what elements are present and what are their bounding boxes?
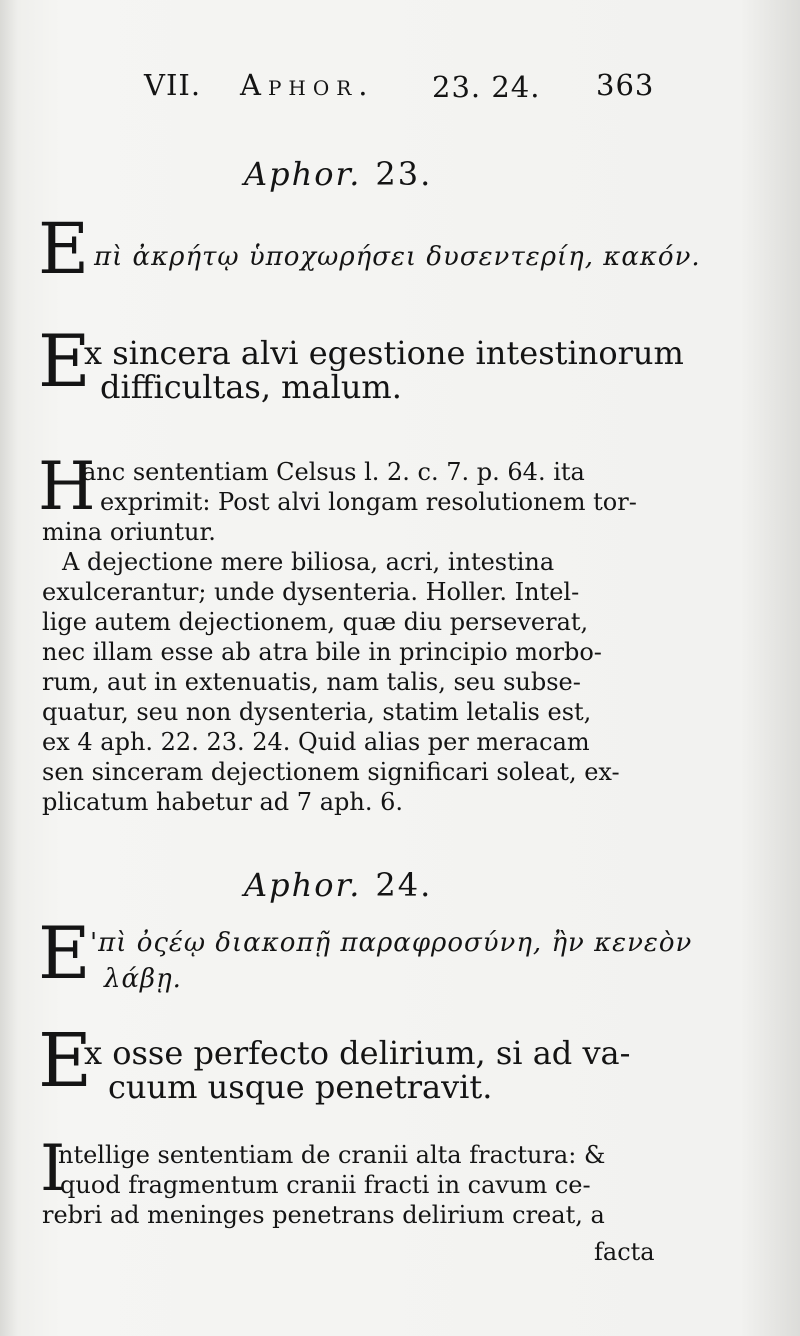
- commentary-24-body: [42, 1200, 658, 1230]
- greek-aphorism-line: 'πὶ ὀςέῳ διακοπῇ παραφροσύνη, ἢν κενεὸν: [90, 928, 693, 958]
- header-aphorism-numbers: 23. 24.: [432, 70, 541, 104]
- catchword: facta: [594, 1238, 655, 1266]
- greek-aphorism-text: πὶ ἀκρήτῳ ὑποχωρήσει δυσεντερίη, κακόν.: [94, 242, 701, 272]
- latin-drop-cap: E: [38, 319, 91, 403]
- latin-aphorism-line: difficultas, malum.: [100, 368, 402, 406]
- running-header: [0, 62, 800, 112]
- aphorism-title-label: Aphor.: [244, 155, 362, 193]
- commentary-drop-cap: I: [40, 1132, 66, 1206]
- commentary-line: A dejectione mere biliosa, acri, intestina: [62, 548, 555, 576]
- latin-drop-cap: E: [38, 1018, 93, 1104]
- commentary-line: quatur, seu non dysenteria, statim letalis est,: [42, 698, 592, 726]
- page-number: 363: [596, 68, 655, 102]
- commentary-drop-cap: H: [38, 448, 96, 525]
- commentary-line: mina oriuntur.: [42, 518, 216, 546]
- commentary-line: sen sinceram dejectionem significari soleat, ex-: [42, 758, 620, 786]
- commentary-line: exprimit: Post alvi longam resolutionem tor-: [100, 488, 637, 516]
- latin-aphorism-line: x sincera alvi egestione intestinorum: [84, 334, 684, 372]
- aphorism-number: 24.: [375, 866, 433, 904]
- greek-drop-cap: E: [38, 911, 91, 995]
- commentary-line: anc sententiam Celsus l. 2. c. 7. p. 64. ita: [82, 458, 585, 486]
- commentary-line: quod fragmentum cranii fracti in cavum ce-: [60, 1171, 591, 1199]
- aphorism-23-title: [244, 155, 432, 193]
- latin-aphorism-line: x osse perfecto delirium, si ad va-: [84, 1034, 631, 1072]
- commentary-24-opening: [58, 1140, 658, 1200]
- aphorism-number: 23.: [375, 155, 433, 193]
- header-chapter: VII.: [144, 68, 202, 102]
- greek-drop-cap: E: [38, 208, 90, 290]
- commentary-line: lige autem dejectionem, quæ diu perseverat,: [42, 608, 589, 636]
- commentary-line: rebri ad meninges penetrans delirium creat, a: [42, 1201, 605, 1229]
- commentary-line: nec illam esse ab atra bile in principio morbo-: [42, 638, 602, 666]
- commentary-line: plicatum habetur ad 7 aph. 6.: [42, 788, 403, 816]
- commentary-line: ex 4 aph. 22. 23. 24. Quid alias per meracam: [42, 728, 590, 756]
- commentary-line: exulcerantur; unde dysenteria. Holler. Intel-: [42, 578, 580, 606]
- commentary-line: rum, aut in extenuatis, nam talis, seu subse-: [42, 668, 581, 696]
- commentary-line: ntellige sententiam de cranii alta fractura: &: [58, 1141, 606, 1169]
- commentary-23-opening: [82, 457, 658, 517]
- aphorism-24-title: [244, 866, 432, 904]
- header-section: Aphor.: [240, 68, 375, 102]
- latin-aphorism-line: cuum usque penetravit.: [108, 1068, 493, 1106]
- aphorism-title-label: Aphor.: [244, 866, 362, 904]
- commentary-23-body: [42, 517, 658, 817]
- greek-aphorism-line: λάβῃ.: [104, 964, 182, 994]
